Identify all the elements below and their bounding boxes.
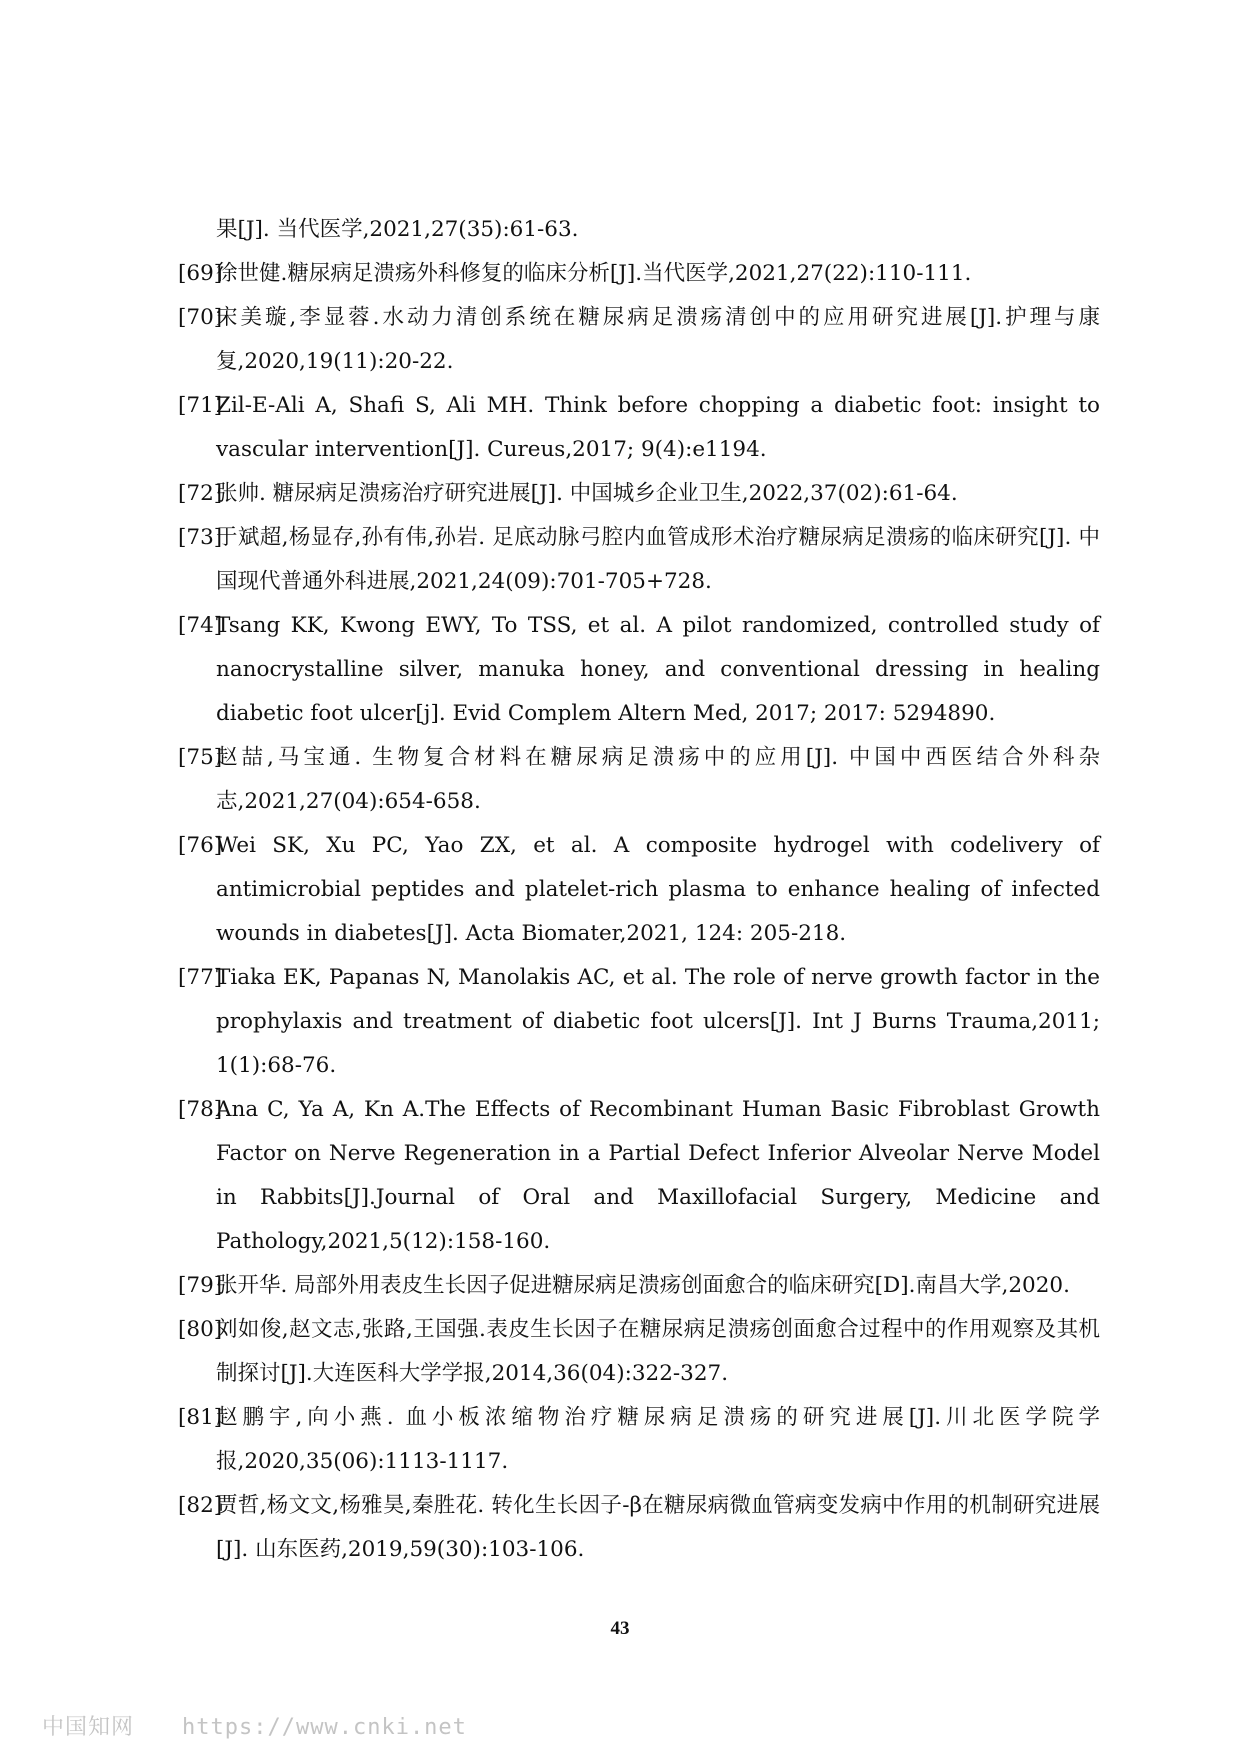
- reference-number: [82]: [178, 1493, 223, 1518]
- reference-number: [73]: [178, 525, 223, 550]
- reference-text: 张帅. 糖尿病足溃疡治疗研究进展[J]. 中国城乡企业卫生,2022,37(02):61-64.: [216, 481, 958, 506]
- reference-item: [178, 1484, 1100, 1572]
- reference-item: [178, 252, 1100, 296]
- reference-number: [72]: [178, 481, 223, 506]
- reference-text: 宋美璇,李显蓉.水动力清创系统在糖尿病足溃疡清创中的应用研究进展[J].护理与康复,2020,19(11):20-22.: [216, 305, 1100, 374]
- reference-item: [178, 956, 1100, 1088]
- reference-number: [81]: [178, 1405, 223, 1430]
- reference-text: 贾哲,杨文文,杨雅昊,秦胜花. 转化生长因子-β在糖尿病微血管病变发病中作用的机制研究进展[J]. 山东医药,2019,59(30):103-106.: [216, 1493, 1100, 1562]
- reference-text: 刘如俊,赵文志,张路,王国强.表皮生长因子在糖尿病足溃疡创面愈合过程中的作用观察及其机制探讨[J].大连医科大学学报,2014,36(04):322-327.: [216, 1317, 1100, 1386]
- reference-text: Wei SK, Xu PC, Yao ZX, et al. A composite hydrogel with codelivery of antimicrobial peptides and platelet-rich plasma to enhance healing of infected wounds in diabetes[J]. Acta Biomater,2021, 124: 205-218.: [216, 833, 1100, 946]
- reference-continuation: 果[J]. 当代医学,2021,27(35):61-63.: [216, 217, 579, 242]
- reference-item: [178, 1088, 1100, 1264]
- reference-text: Ana C, Ya A, Kn A.The Effects of Recombinant Human Basic Fibroblast Growth Factor on Nerve Regeneration in a Partial Defect Inferior Alveolar Nerve Model in Rabbits[J].Journal of Oral and Maxillofacial Surgery, Medicine and Pathology,2021,5(12):158-160.: [216, 1097, 1100, 1254]
- reference-number: [80]: [178, 1317, 223, 1342]
- reference-item: [178, 736, 1100, 824]
- reference-item: [178, 604, 1100, 736]
- watermark-brand: 中国知网: [42, 1715, 135, 1740]
- reference-number: [79]: [178, 1273, 223, 1298]
- watermark: [42, 1710, 467, 1741]
- reference-text: 张开华. 局部外用表皮生长因子促进糖尿病足溃疡创面愈合的临床研究[D].南昌大学,2020.: [216, 1273, 1070, 1298]
- reference-item: [178, 516, 1100, 604]
- reference-list: [178, 208, 1100, 1572]
- reference-item: [178, 824, 1100, 956]
- reference-text: Tsang KK, Kwong EWY, To TSS, et al. A pilot randomized, controlled study of nanocrystalline silver, manuka honey, and conventional dressing in healing diabetic foot ulcer[j]. Evid Complem Altern Med, 2017; 2017: 5294890.: [216, 613, 1100, 726]
- reference-number: [77]: [178, 965, 223, 990]
- reference-item: [178, 384, 1100, 472]
- reference-number: [74]: [178, 613, 223, 638]
- reference-number: [69]: [178, 261, 223, 286]
- reference-number: [75]: [178, 745, 223, 770]
- reference-number: [71]: [178, 393, 223, 418]
- reference-item: [178, 472, 1100, 516]
- reference-item: [178, 296, 1100, 384]
- reference-text: Tiaka EK, Papanas N, Manolakis AC, et al. The role of nerve growth factor in the prophylaxis and treatment of diabetic foot ulcers[J]. Int J Burns Trauma,2011; 1(1):68-76.: [216, 965, 1100, 1078]
- reference-item: [178, 1308, 1100, 1396]
- reference-number: [76]: [178, 833, 223, 858]
- watermark-url: https://www.cnki.net: [182, 1715, 467, 1740]
- reference-item: [178, 1264, 1100, 1308]
- reference-item: [178, 1396, 1100, 1484]
- reference-text: 赵鹏宇,向小燕. 血小板浓缩物治疗糖尿病足溃疡的研究进展[J].川北医学院学报,2020,35(06):1113-1117.: [216, 1405, 1100, 1474]
- reference-number: [70]: [178, 305, 223, 330]
- page-number: 43: [610, 1618, 630, 1639]
- reference-text: 赵喆,马宝通. 生物复合材料在糖尿病足溃疡中的应用[J]. 中国中西医结合外科杂志,2021,27(04):654-658.: [216, 745, 1100, 814]
- reference-text: 于斌超,杨显存,孙有伟,孙岩. 足底动脉弓腔内血管成形术治疗糖尿病足溃疡的临床研究[J]. 中国现代普通外科进展,2021,24(09):701-705+728.: [216, 525, 1100, 594]
- reference-text: Zil-E-Ali A, Shafi S, Ali MH. Think before chopping a diabetic foot: insight to vascular intervention[J]. Cureus,2017; 9(4):e1194.: [216, 393, 1100, 462]
- reference-number: [78]: [178, 1097, 223, 1122]
- reference-text: 徐世健.糖尿病足溃疡外科修复的临床分析[J].当代医学,2021,27(22):110-111.: [216, 261, 972, 286]
